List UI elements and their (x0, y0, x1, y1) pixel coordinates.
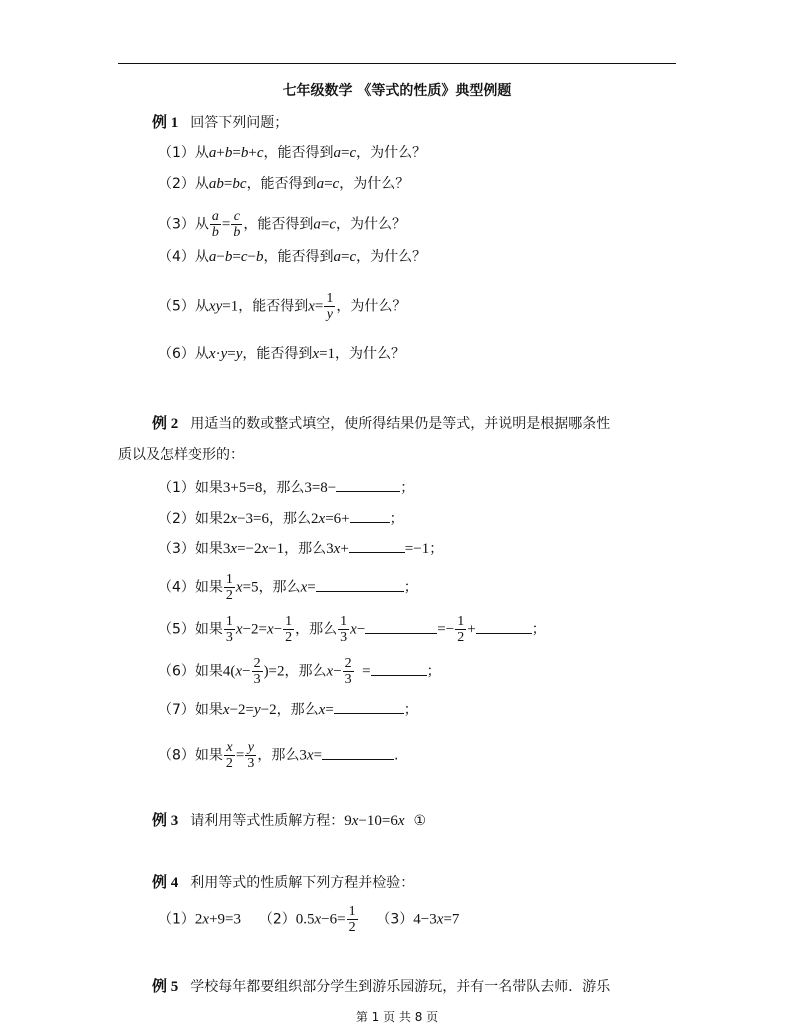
question-2-1: （1）如果3+5=8，那么3=8− ； (158, 480, 415, 496)
example-label: 例 2 (152, 416, 179, 432)
example-2-heading-cont: 质以及怎样变形的： (118, 447, 244, 463)
page-title: 七年级数学 《等式的性质》典型例题 (282, 83, 512, 99)
answer-blank[interactable] (336, 479, 400, 492)
example-3-heading: 例 3 请利用等式性质解方程：9x−10=6x ① (152, 813, 426, 829)
example-label: 例 3 (152, 813, 179, 829)
example-label: 例 1 (152, 115, 179, 131)
answer-blank[interactable] (334, 701, 404, 714)
page-footer: 第 1 页 共 8 页 (355, 1010, 439, 1024)
answer-blank[interactable] (316, 579, 404, 592)
question-2-2: （2）如果2x−3=6，那么2x=6+ ； (158, 511, 404, 527)
question-1-6: （6）从x·y=y，能否得到x=1，为什么？ (158, 346, 406, 362)
example-label: 例 5 (152, 979, 179, 995)
answer-blank[interactable] (322, 747, 394, 760)
example-intro: 回答下列问题； (190, 115, 289, 131)
question-2-4: （4）如果 $\frac{1}{2}$ x=5，那么x= ； (158, 572, 418, 603)
question-2-8: （8）如果 $\frac{x}{2}$ = $\frac{y}{3}$ ，那么3x= . (158, 740, 399, 771)
question-2-5: （5）如果 $\frac{1}{3}$ x−2=x− $\frac{1}{2}$ ，那么 $\frac{1}{3}$ x− =− $\frac{1}{2}$ + ； (158, 614, 546, 645)
example-2-heading: 例 2 用适当的数或整式填空，使所得结果仍是等式，并说明是根据哪条性 (152, 416, 611, 432)
example-5-heading: 例 5 学校每年都要组织部分学生到游乐园游玩，并有一名带队去师．游乐 (152, 979, 611, 995)
answer-blank[interactable] (365, 621, 437, 634)
question-2-6: （6）如果4(x− $\frac{2}{3}$ )=2，那么x− $\frac{2}{3}$ = ； (158, 656, 441, 687)
question-4-equations: （1）2x+9=3 （2）0.5x−6= $\frac{1}{2}$ （3）4−3x=7 (158, 904, 460, 935)
answer-blank[interactable] (350, 510, 390, 523)
example-label: 例 4 (152, 875, 179, 891)
example-1-heading (152, 114, 288, 132)
question-2-3: （3）如果3x=−2x−1，那么3x+ =−1； (158, 541, 444, 557)
top-rule (118, 63, 676, 64)
answer-blank[interactable] (371, 663, 427, 676)
answer-blank[interactable] (476, 621, 532, 634)
question-1-2: （2）从ab=bc，能否得到a=c，为什么？ (158, 176, 410, 192)
question-2-7: （7）如果x−2=y−2，那么x= ； (158, 702, 418, 718)
example-4-heading: 例 4 利用等式的性质解下列方程并检验： (152, 875, 415, 891)
question-1-4: （4）从a−b=c−b，能否得到a=c，为什么？ (158, 249, 427, 265)
answer-blank[interactable] (349, 540, 405, 553)
question-1-5: （5）从xy=1，能否得到x= $\frac{1}{y}$ ，为什么？ (158, 291, 407, 322)
question-1-1: （1）从a+b=b+c，能否得到a=c，为什么？ (158, 145, 427, 161)
question-1-3: （3）从 $\frac{a}{b}$ = $\frac{c}{b}$ ，能否得到a=c，为什么？ (158, 209, 407, 240)
equation-marker: ① (413, 813, 426, 829)
